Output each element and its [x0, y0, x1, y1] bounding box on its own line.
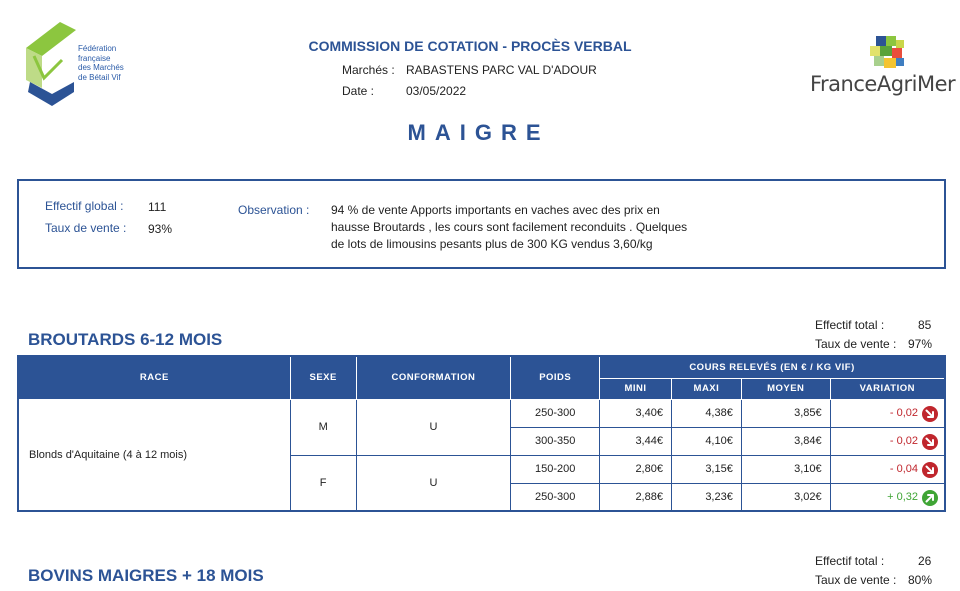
- maxi-cell: 3,15€: [671, 455, 741, 483]
- taux-vente-label: Taux de vente :: [815, 573, 897, 587]
- taux-vente-label: Taux de vente :: [45, 221, 127, 235]
- header-conformation: CONFORMATION: [356, 356, 511, 399]
- variation-cell: [830, 399, 945, 427]
- date-value: 03/05/2022: [406, 84, 467, 98]
- effectif-total-value: 85: [918, 318, 932, 332]
- ffm-logo-text: Fédération française des Marchés de Bétail Vif: [78, 44, 124, 82]
- category-title: MAIGRE: [407, 120, 550, 145]
- sexe-cell: M: [290, 399, 356, 455]
- effectif-total-label: Effectif total :: [815, 554, 885, 568]
- section-title-broutards: BROUTARDS 6-12 MOIS: [28, 330, 223, 349]
- taux-vente-value: 97%: [908, 337, 933, 351]
- mini-cell: 2,88€: [600, 483, 672, 511]
- sexe-cell: F: [290, 455, 356, 511]
- taux-vente-label: Taux de vente :: [815, 337, 897, 351]
- arrow-down-right-icon: [922, 434, 938, 450]
- poids-cell: 300-350: [511, 427, 600, 455]
- mini-cell: 2,80€: [600, 455, 672, 483]
- franceagrimer-logo: [870, 36, 910, 76]
- observation-text: 94 % de vente Apports importants en vaches avec des prix en hausse Broutards , les cours sont facilement reconduits . Quelques de lots de limousins pesants plus de 300 KG vendus 3,60/kg: [331, 203, 688, 251]
- table-row: [18, 399, 945, 427]
- header-cours: COURS RELEVÉS (EN € / KG VIF): [600, 356, 945, 378]
- header-poids: POIDS: [511, 356, 600, 399]
- poids-cell: 150-200: [511, 455, 600, 483]
- cotation-table: [17, 355, 946, 512]
- moyen-cell: 3,10€: [741, 455, 830, 483]
- header-sexe: SEXE: [290, 356, 356, 399]
- header-mini: MINI: [600, 378, 672, 399]
- variation-value: + 0,32: [887, 490, 918, 503]
- effectif-global-label: Effectif global :: [45, 199, 124, 213]
- observation-label: Observation :: [238, 203, 310, 217]
- variation-value: - 0,04: [889, 463, 918, 475]
- market-label: Marchés :: [342, 63, 395, 77]
- variation-cell: [830, 483, 945, 511]
- poids-cell: 250-300: [511, 483, 600, 511]
- poids-cell: 250-300: [511, 399, 600, 427]
- mini-cell: 3,40€: [600, 399, 672, 427]
- variation-cell: [830, 427, 945, 455]
- taux-vente-value: 93%: [148, 222, 173, 236]
- section-title-bovins-maigres: BOVINS MAIGRES + 18 MOIS: [28, 566, 264, 585]
- maxi-cell: 3,23€: [671, 483, 741, 511]
- franceagrimer-logo-text: FranceAgriMer: [810, 72, 956, 96]
- variation-value: - 0,02: [889, 407, 918, 419]
- market-value: RABASTENS PARC VAL D'ADOUR: [406, 63, 597, 77]
- header-maxi: MAXI: [671, 378, 741, 399]
- effectif-total-value: 26: [918, 554, 932, 568]
- document-title: COMMISSION DE COTATION - PROCÈS VERBAL: [308, 38, 632, 54]
- moyen-cell: 3,85€: [741, 399, 830, 427]
- variation-value: - 0,02: [889, 435, 918, 447]
- moyen-cell: 3,84€: [741, 427, 830, 455]
- date-label: Date :: [342, 84, 375, 98]
- maxi-cell: 4,38€: [671, 399, 741, 427]
- race-cell: Blonds d'Aquitaine (4 à 12 mois): [18, 399, 290, 511]
- variation-cell: [830, 455, 945, 483]
- conformation-cell: U: [356, 399, 511, 455]
- mini-cell: 3,44€: [600, 427, 672, 455]
- effectif-global-value: 111: [148, 200, 167, 214]
- header-race: RACE: [18, 356, 290, 399]
- conformation-cell: U: [356, 455, 511, 511]
- maxi-cell: 4,10€: [671, 427, 741, 455]
- arrow-down-right-icon: [922, 406, 938, 422]
- header-variation: VARIATION: [830, 378, 945, 399]
- effectif-total-label: Effectif total :: [815, 318, 885, 332]
- moyen-cell: 3,02€: [741, 483, 830, 511]
- arrow-up-right-icon: [922, 490, 938, 506]
- taux-vente-value: 80%: [908, 573, 933, 587]
- arrow-down-right-icon: [922, 462, 938, 478]
- header-moyen: MOYEN: [741, 378, 830, 399]
